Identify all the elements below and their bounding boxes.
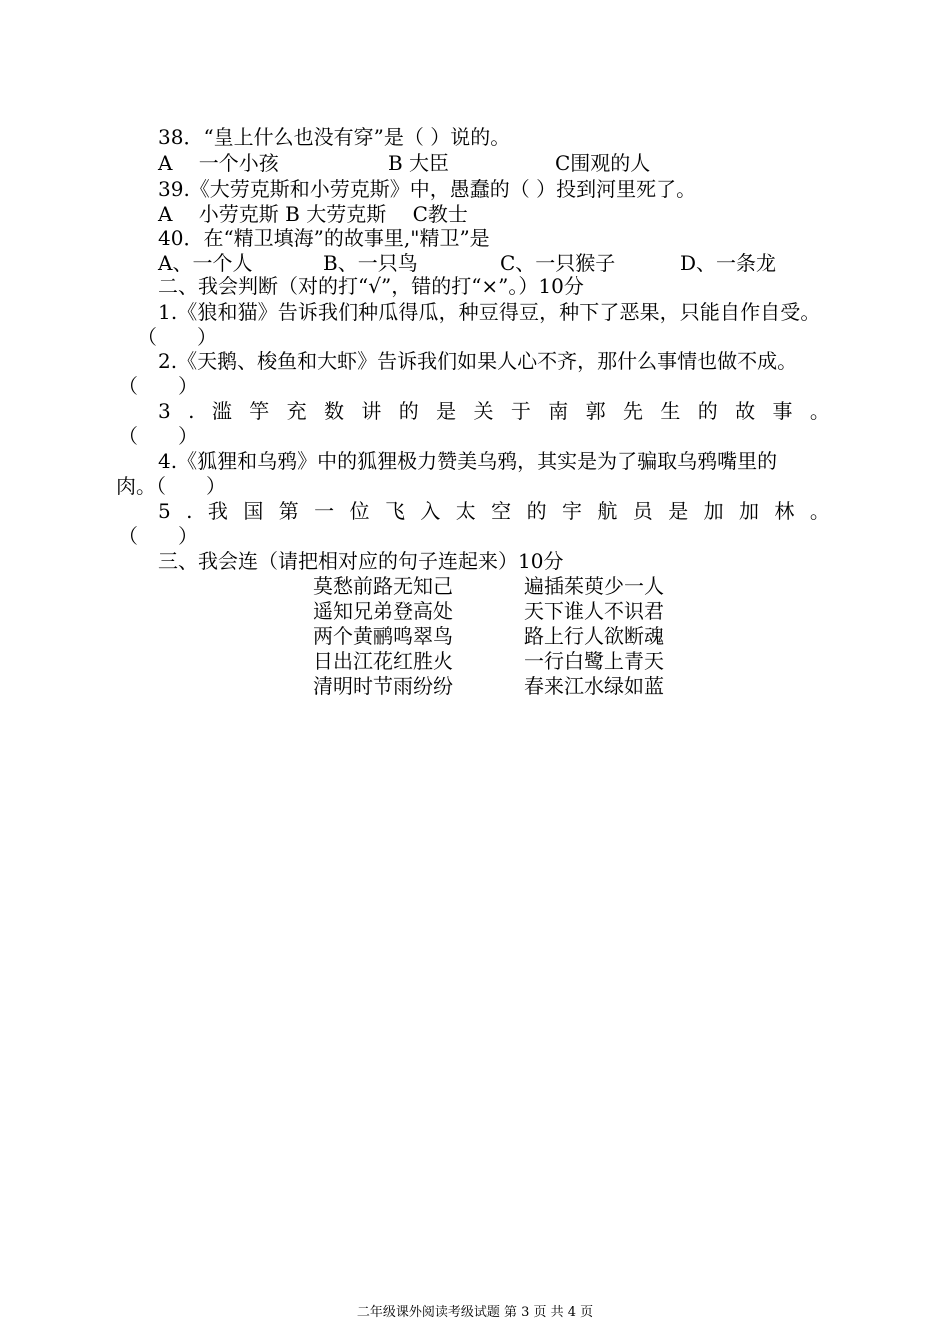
poem-right-line: 一行白鹭上青天 [524,649,664,673]
question-39-stem: 39.《大劳克斯和小劳克斯》中，愚蠢的（ ）投到河里死了。 [158,177,697,201]
q38-option-a: A 一个小孩 [158,151,279,175]
page-footer: 二年级课外阅读考级试题 第 3 页 共 4 页 [356,1305,594,1320]
poem-left-line: 两个黄鹂鸣翠鸟 [313,624,453,648]
judge-item-1-text: 1.《狼和猫》告诉我们种瓜得瓜，种豆得豆，种下了恶果，只能自作自受。 [158,300,821,324]
poem-left-line: 莫愁前路无知己 [313,574,453,598]
poem-left-line: 清明时节雨纷纷 [313,674,453,698]
judge-item-5-text: 5 . 我 国 第 一 位 飞 入 太 空 的 宇 航 员 是 加 加 林 。 [158,499,830,523]
poem-right-line: 春来江水绿如蓝 [524,674,664,698]
judge-item-4-text: 4.《狐狸和乌鸦》中的狐狸极力赞美乌鸦，其实是为了骗取乌鸦嘴里的 [158,449,778,473]
question-40-stem: 40．在“精卫填海”的故事里,"精卫”是 [158,226,490,250]
q38-option-c: C围观的人 [555,151,651,175]
judge-item-1-paren: （ ） [137,325,217,349]
section-2-heading: 二、我会判断（对的打“√”，错的打“×”。）10分 [158,274,584,298]
judge-item-2-text: 2.《天鹅、梭鱼和大虾》告诉我们如果人心不齐，那什么事情也做不成。 [158,349,798,373]
q38-option-b: B 大臣 [388,151,450,175]
q40-option-c: C、一只猴子 [500,251,616,275]
poem-right-line: 天下谁人不识君 [524,599,664,623]
q40-option-a: A、一个人 [158,251,253,275]
section-3-heading: 三、我会连（请把相对应的句子连起来）10分 [158,549,564,573]
judge-item-3-paren: （ ） [118,424,198,448]
q40-option-b: B、一只鸟 [323,251,418,275]
q40-option-d: D、一条龙 [680,251,777,275]
q39-options: A 小劳克斯 B 大劳克斯 C教士 [158,202,468,226]
judge-item-3-text: 3 . 滥 竽 充 数 讲 的 是 关 于 南 郭 先 生 的 故 事 。 [158,399,830,423]
poem-left-line: 遥知兄弟登高处 [313,599,453,623]
judge-item-4-text-cont: 肉。（ ） [116,474,226,498]
question-38-stem: 38．“皇上什么也没有穿”是（ ）说的。 [158,125,511,149]
poem-right-line: 遍插茱萸少一人 [524,574,664,598]
poem-left-line: 日出江花红胜火 [313,649,453,673]
judge-item-5-paren: （ ） [118,524,198,548]
poem-right-line: 路上行人欲断魂 [524,624,664,648]
judge-item-2-paren: （ ） [118,374,198,398]
